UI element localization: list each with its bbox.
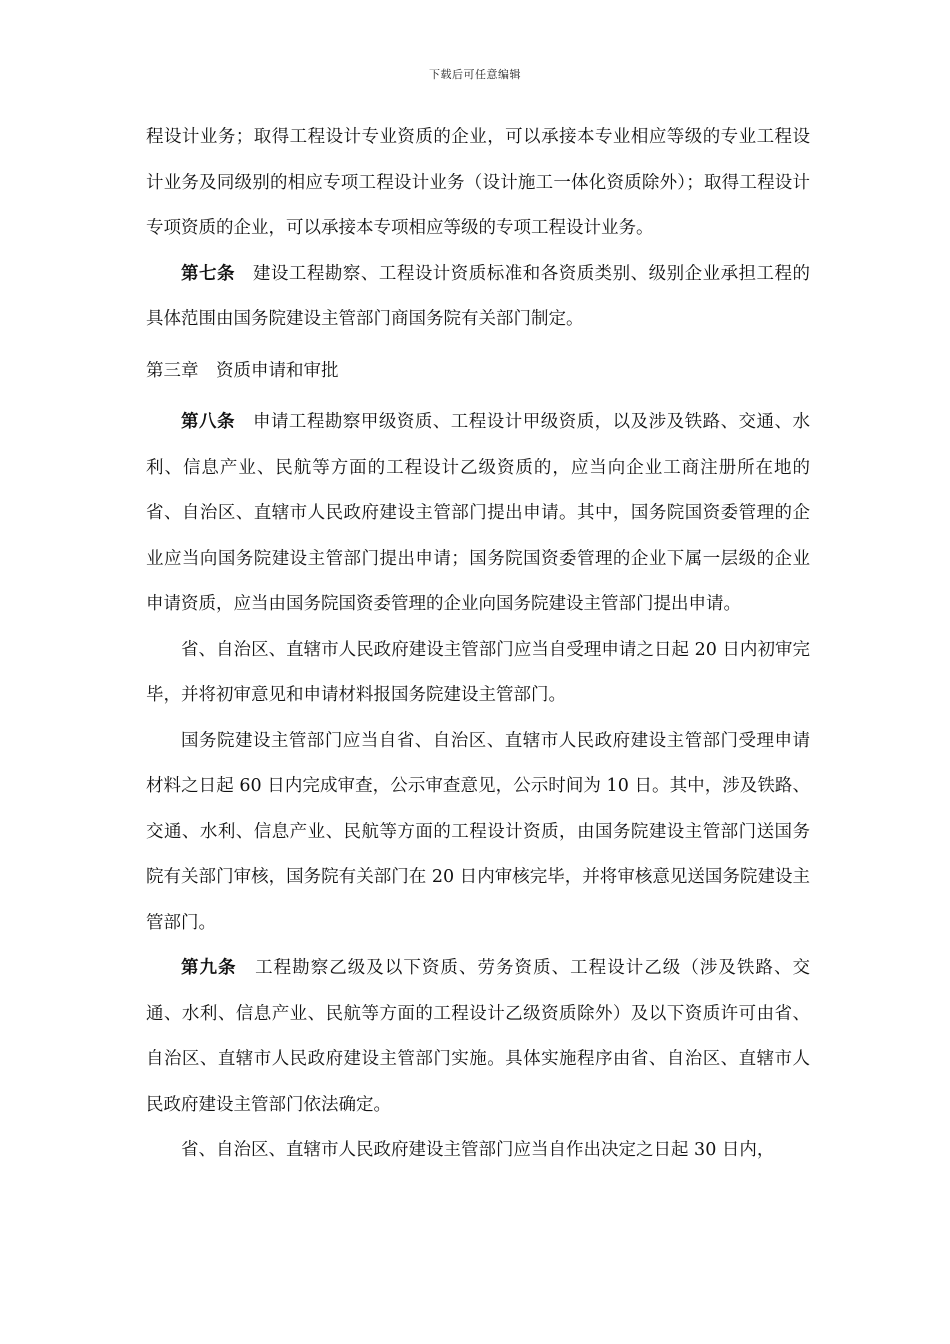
article-label: 第八条 bbox=[181, 412, 235, 432]
paragraph-provincial-review bbox=[146, 628, 810, 719]
paragraph-text: 程设计业务；取得工程设计专业资质的企业，可以承接本专业相应等级的专业工程设计业务及同级别的相应专项工程设计业务（设计施工一体化资质除外）；取得工程设计专项资质的企业，可以承接本专项相应等级的专项工程设计业务。 bbox=[146, 127, 810, 238]
paragraph-text: 申请工程勘察甲级资质、工程设计甲级资质，以及涉及铁路、交通、水利、信息产业、民航等方面的工程设计乙级资质的，应当向企业工商注册所在地的省、自治区、直辖市人民政府建设主管部门提出申请。其中，国务院国资委管理的企业应当向国务院建设主管部门提出申请；国务院国资委管理的企业下属一层级的企业申请资质，应当由国务院国资委管理的企业向国务院建设主管部门提出申请。 bbox=[146, 412, 811, 614]
paragraph-text: 省、自治区、直辖市人民政府建设主管部门应当自受理申请之日起 20 日内初审完毕，并将初审意见和申请材料报国务院建设主管部门。 bbox=[146, 639, 810, 705]
article-label: 第九条 bbox=[181, 958, 237, 978]
paragraph-continued bbox=[146, 115, 810, 252]
paragraph-text: 省、自治区、直辖市人民政府建设主管部门应当自作出决定之日起 30 日内， bbox=[181, 1140, 775, 1160]
document-body bbox=[146, 115, 810, 1174]
paragraph-text: 工程勘察乙级及以下资质、劳务资质、工程设计乙级（涉及铁路、交通、水利、信息产业、民航等方面的工程设计乙级资质除外）及以下资质许可由省、自治区、直辖市人民政府建设主管部门实施。具体实施程序由省、自治区、直辖市人民政府建设主管部门依法确定。 bbox=[146, 958, 811, 1115]
article-8 bbox=[146, 400, 810, 628]
paragraph-state-review bbox=[146, 719, 810, 947]
article-7 bbox=[146, 252, 810, 343]
article-9 bbox=[146, 946, 810, 1128]
paragraph-decision bbox=[146, 1128, 810, 1174]
page-header: 下载后可任意编辑 bbox=[429, 68, 521, 81]
article-label: 第七条 bbox=[181, 263, 235, 284]
chapter-heading bbox=[146, 349, 810, 395]
paragraph-text: 国务院建设主管部门应当自省、自治区、直辖市人民政府建设主管部门受理申请材料之日起 60 日内完成审查，公示审查意见，公示时间为 10 日。其中，涉及铁路、交通、水利、信息产业、民航等方面的工程设计资质，由国务院建设主管部门送国务院有关部门审核，国务院有关部门在 20 日内审核完毕，并将审核意见送国务院建设主管部门。 bbox=[146, 730, 810, 933]
paragraph-text: 建设工程勘察、工程设计资质标准和各资质类别、级别企业承担工程的具体范围由国务院建设主管部门商国务院有关部门制定。 bbox=[146, 263, 811, 329]
chapter-title: 第三章 资质申请和审批 bbox=[146, 360, 339, 381]
